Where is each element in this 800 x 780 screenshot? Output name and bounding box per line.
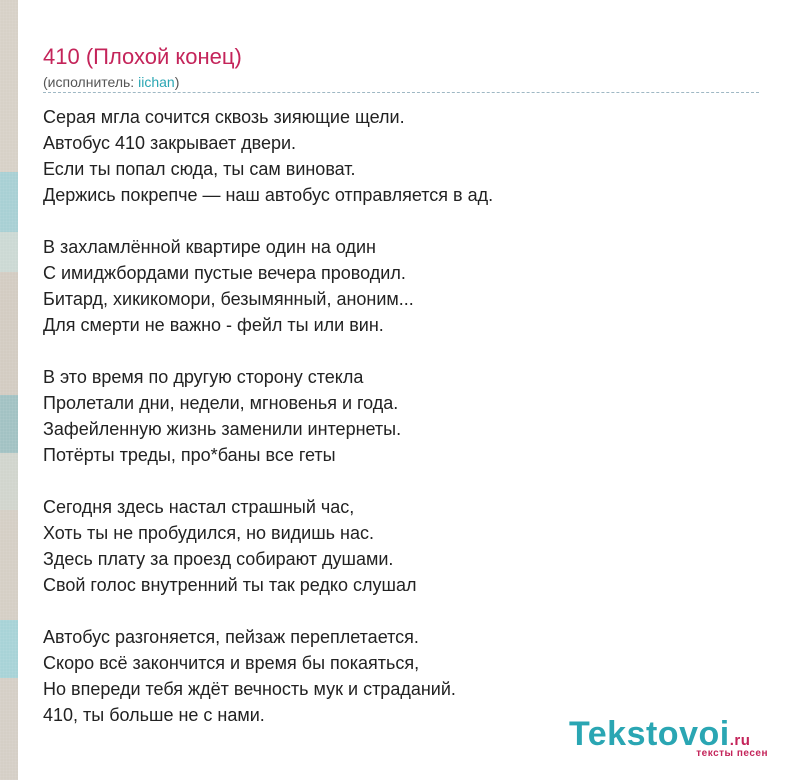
logo-main-text: Tekstovoi <box>569 715 730 753</box>
lyric-line: 410, ты больше не с нами. <box>43 705 265 725</box>
stanza <box>43 104 763 208</box>
logo-domain: .ru <box>729 732 751 749</box>
lyric-line: Автобус разгоняется, пейзаж переплетается. <box>43 627 419 647</box>
stanza <box>43 234 763 338</box>
stanza <box>43 364 763 468</box>
lyric-line: Свой голос внутренний ты так редко слушал <box>43 575 417 595</box>
lyric-line: Здесь плату за проезд собирают душами. <box>43 549 394 569</box>
artist-link[interactable]: iichan <box>138 74 175 90</box>
song-header <box>43 44 757 91</box>
lyrics-card <box>18 0 800 780</box>
song-title: 410 (Плохой конец) <box>43 44 242 69</box>
artist-suffix: ) <box>174 74 180 90</box>
stanza <box>43 494 763 598</box>
lyric-line: Скоро всё закончится и время бы покаяться, <box>43 653 420 673</box>
stanza <box>43 624 763 728</box>
lyric-line: Если ты попал сюда, ты сам виноват. <box>43 159 356 179</box>
lyric-line: Но впереди тебя ждёт вечность мук и страданий. <box>43 679 456 699</box>
site-logo[interactable] <box>569 714 789 770</box>
lyric-line: Сегодня здесь настал страшный час, <box>43 497 355 517</box>
artist-prefix: (исполнитель: <box>43 74 139 90</box>
lyric-line: Для смерти не важно - фейл ты или вин. <box>43 315 384 335</box>
lyric-line: Хоть ты не пробудился, но видишь нас. <box>43 523 374 543</box>
lyric-line: Зафейленную жизнь заменили интернеты. <box>43 419 402 439</box>
lyric-line: Потёрты треды, про*баны все геты <box>43 445 336 465</box>
lyric-line: С имиджбордами пустые вечера проводил. <box>43 263 406 283</box>
lyric-line: Битард, хикикомори, безымянный, аноним... <box>43 289 414 309</box>
lyric-line: Пролетали дни, недели, мгновенья и года. <box>43 393 399 413</box>
logo-subtitle: тексты песен <box>696 748 768 759</box>
lyrics-text <box>43 104 763 754</box>
lyric-line: Держись покрепче — наш автобус отправляется в ад. <box>43 185 494 205</box>
lyric-line: В это время по другую сторону стекла <box>43 367 364 387</box>
artist-line <box>43 73 757 91</box>
header-divider <box>43 92 759 93</box>
lyric-line: Серая мгла сочится сквозь зияющие щели. <box>43 107 405 127</box>
lyric-line: В захламлённой квартире один на один <box>43 237 376 257</box>
lyric-line: Автобус 410 закрывает двери. <box>43 133 297 153</box>
